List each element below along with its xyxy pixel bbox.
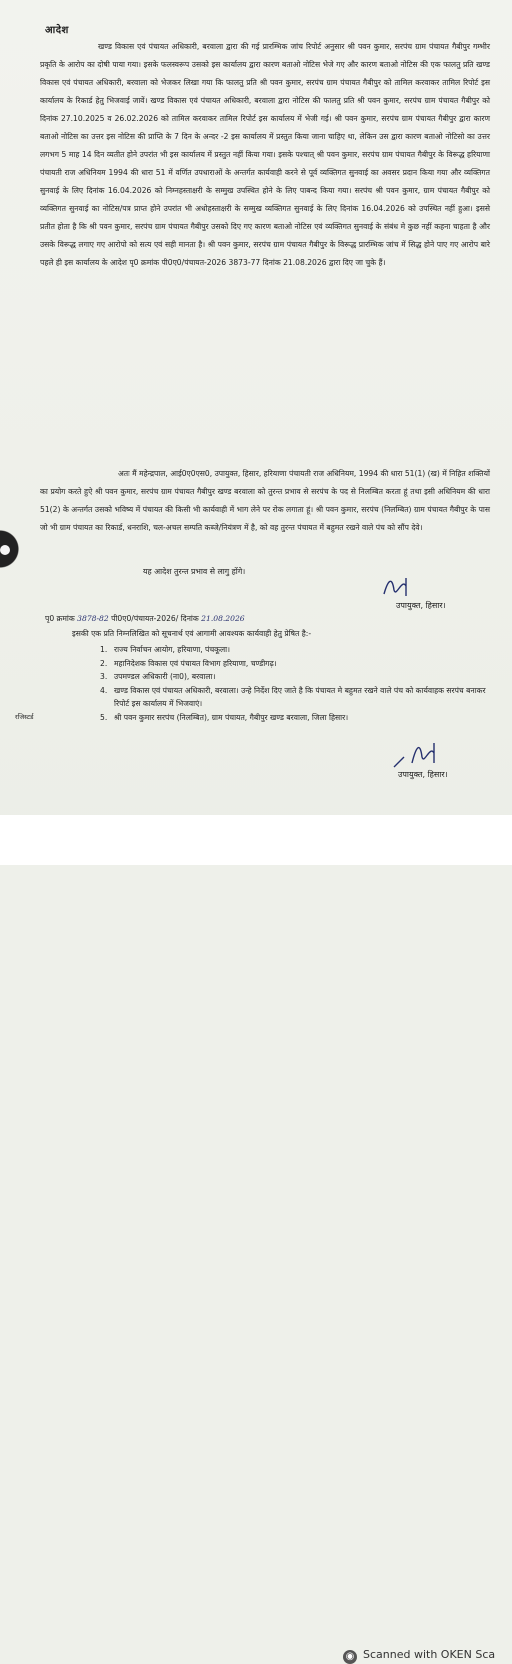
handwritten-signature-icon (376, 572, 436, 602)
list-item: 5. श्री पवन कुमार सरपंच (निलम्बित), ग्राम पंचायत, गैबीपुर खण्ड बरवाला, जिला हिसार। (100, 712, 349, 722)
recipient-list (100, 643, 490, 724)
signature-block-2 (390, 737, 500, 787)
document-title: आदेश (45, 25, 69, 36)
list-item: 2. महानिदेशक विकास एवं पंचायत विभाग हरियाणा, चण्डीगढ़। (100, 658, 277, 668)
endorse-subline: इसकी एक प्रति निम्नलिखित को सूचनार्थ एवं आगामी आवश्यक कार्यवाही हेतु प्रेषित है:- (72, 629, 312, 638)
endorsement-line (45, 612, 490, 626)
endorse-date: 21.08.2026 (201, 614, 245, 623)
effect-line: यह आदेश तुरन्त प्रभाव से लागु होंगे। (143, 567, 246, 576)
registered-note: रजिस्टर्ड (15, 713, 34, 721)
order-paragraph-2: अतः मैं महेन्द्रपाल, आई0ए0एस0, उपायुक्त, हिसार, हरियाणा पंचायती राज अधिनियम, 1994 की धारा 51(1) (ख) में निहित शक्तियों का प्रयोग करते हुऐ श्री पवन कुमार, सरपंच ग्राम पंचायत गैबीपुर खण्ड बरवाला को तुरन्त प्रभाव से सरपंच के पद से निलम्बित करता हूं तथा इसी अधिनियम की धारा 51(2) के अन्तर्गत उसको भविष्य में पंचायत की किसी भी कार्यवाही में भाग लेने पर रोक लगाता हूं। श्री पवन कुमार, सरपंच (निलम्बित) ग्राम पंचायत गैबीपुर के पास जो भी ग्राम पंचायत का रिकार्ड, धनराशि, चल-अचल सम्पति कब्जे/नियंत्रण में है, को वह तुरन्त पंचायत में बहुमत रखने वाले पंच को सौंप देवे। (40, 469, 490, 532)
scanner-footer (0, 815, 512, 1662)
binder-hole-icon (0, 545, 10, 555)
endorse-suffix: पी0ए0/पंचायत-2026/ दिनांक (111, 614, 199, 623)
signature-block-1 (376, 572, 486, 617)
list-item: 1. राज्य निर्वाचन आयोग, हरियाणा, पंचकूला। (100, 645, 231, 654)
signature-title-2: उपायुक्त, हिसार। (398, 770, 448, 779)
scanner-watermark-text: Scanned with OKEN Sca (363, 1648, 496, 1661)
list-item: 4. खण्ड विकास एवं पंचायत अधिकारी, बरवाला। उन्हे निर्देश दिए जाते है कि पंचायत मे बहुमत रखने वाले पंच को कार्यवाहक सरपंच बनाकर रिपोर्ट इस कार्यालय में भिजवाएं। (100, 685, 486, 708)
endorse-prefix: पृ0 क्रमांक (45, 614, 75, 623)
signature-title-1: उपायुक्त, हिसार। (396, 601, 446, 610)
list-item: 3. उपमण्डल अधिकारी (ना0), बरवाला। (100, 672, 216, 681)
endorse-number: 3878-82 (77, 614, 109, 623)
order-paragraph-1: खण्ड विकास एवं पंचायत अधिकारी, बरवाला द्वारा की गई प्रारम्भिक जांच रिपोर्ट अनुसार श्री पवन कुमार, सरपंच ग्राम पंचायत गैबीपुर गम्भीर प्रकृति के आरोप का दोषी पाया गया। इसके फलस्वरूप उसको इस कार्यालय द्वारा कारण बताओ नोटिस भेजे गए और कारण बताओ नोटिस की एक फालतु प्रति खण्ड विकास एवं पंचायत अधिकारी, बरवाला को भेजकर लिखा गया कि फालतु प्रति श्री पवन कुमार, सरपंच ग्राम पंचायत गैबीपुर को तामिल करवाकर तामिल रिपोर्ट इस कार्यालय के रिकार्ड हेतु भिजवाई जावें। खण्ड विकास एवं पंचायत अधिकारी, बरवाला द्वारा नोटिस की फालतु प्रति श्री पवन कुमार, सरपंच ग्राम पंचायत गैबीपुर को दिनांक 27.10.2025 व 26.02.2026 को तामिल करवाकर तामिल रिपोर्ट इस कार्यालय में भेजी गई। श्री पवन कुमार, सरपंच ग्राम पंचायत गैबीपुर द्वारा कारण बताओ नोटिस का उत्तर इस नोटिस की प्राप्ति के 7 दिन के अन्दर -2 इस कार्यालय में प्रस्तुत किया जाना चाहिए था, लेकिन उस द्वारा कारण बताओ नोटिसो का उत्तर लगभग 5 माह 14 दिन व्यतीत होने उपरांत भी इस कार्यालय में प्रस्तुत नहीं किया गया। इसके पश्चात् श्री पवन कुमार, सरपंच ग्राम पंचायत गैबीपुर के विरूद्ध हरियाणा पंचायती राज अधिनियम 1994 की धारा 51 में वर्णित उपधाराओं के अन्तर्गत कार्यवाही करने से पूर्व व्यक्तिगत सुनवाई का अवसर प्रदान किया गया और व्यक्तिगत सुनवाई के लिए दिनांक 16.04.2026 को निम्नहस्ताक्षरी के सम्मुख उपस्थित होने के लिए पाबन्द किया गया। सरपंच श्री पवन कुमार, ग्राम पंचायत गैबीपुर को व्यक्तिगत सुनवाई का नोटिस/पत्र प्राप्त होने उपरांत भी अधोहस्ताक्षरी के सम्मुख व्यक्तिगत सुनवाई के लिए दिनांक 16.04.2026 को उपस्थित नहीं हुआ। इससे प्रतीत होता है कि श्री पवन कुमार, सरपंच ग्राम पंचायत गैबीपुर उसको दिए गए कारण बताओ नोटिस एवं व्यक्तिगत सुनवाई के संबंध मे कुछ नहीं कहना चाहता है और उसके विरूद्ध लगाए गए आरोपो को सत्य एवं सही मानता है। श्री पवन कुमार, सरपंच ग्राम पंचायत गैबीपुर के विरूद्ध प्रारम्भिक जांच में सिद्ध होने पाए गए आरोप बारे पहले ही इस कार्यालय के आदेश पृ0 क्रमांक पी0ए0/पंचायत-2026 3873-77 दिनांक 21.08.2026 द्वारा दिए जा चुके हैं। (40, 42, 490, 267)
handwritten-signature-icon (390, 737, 450, 771)
scanner-logo-icon: ◉ (343, 1650, 357, 1664)
